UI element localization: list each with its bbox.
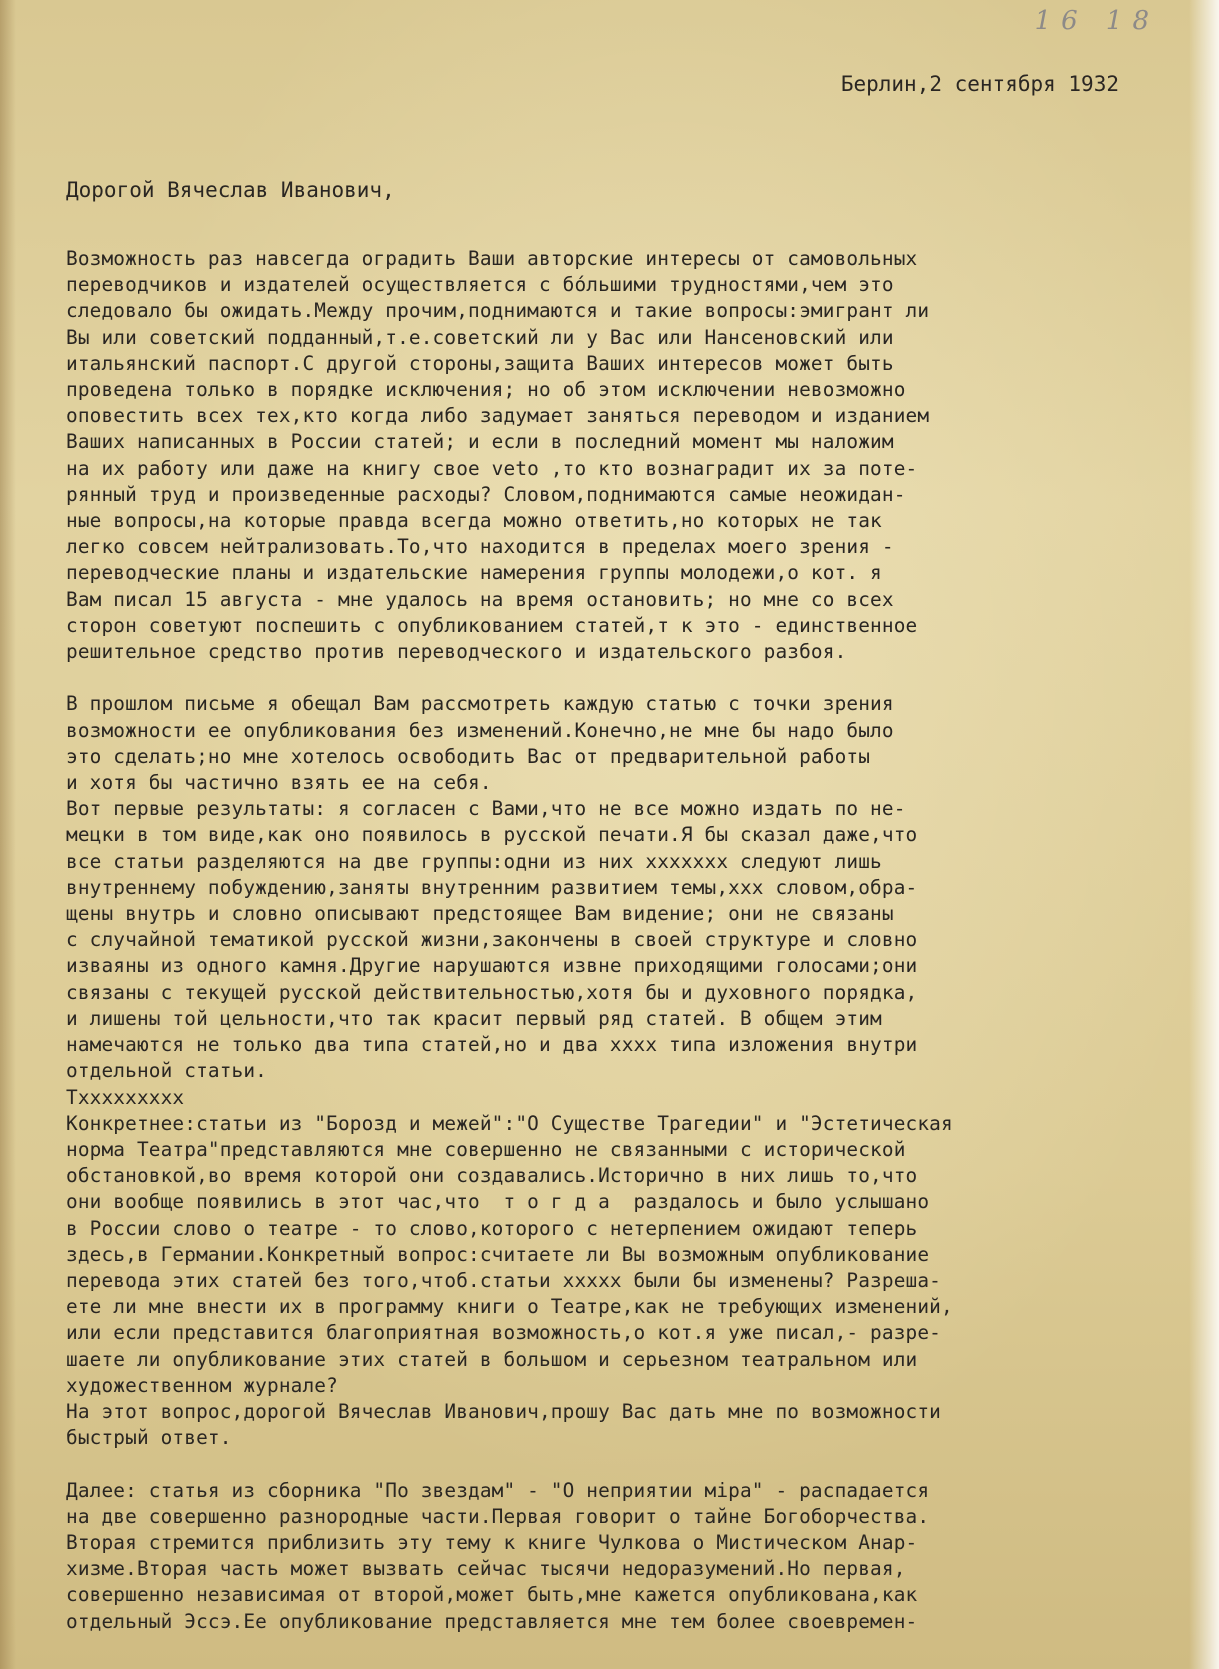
letter-body: Возможность раз навсегда оградить Ваши авторские интересы от самовольных переводчиков и издателей осуществляется с бо́льшими трудностями,чем это следовало бы ожидать.Между прочим,поднимаются и такие вопросы:эмигрант ли Вы или советский подданный,т.е.советский ли у Вас или Нансеновский или итальянский паспорт.С другой стороны,защита Ваших интересов может быть проведена только в порядке исключения; но об этом исключении невозможно оповестить всех тех,кто когда либо задумает заняться переводом и изданием Ваших написанных в России статей; и если в последний момент мы наложим на их работу или даже на книгу свое veto ,то кто вознаградит их за поте- рянный труд и произведенные расходы? Словом,поднимаются самые неожидан- ные вопросы,на которые правда всегда можно ответить,но которых не так легко совсем нейтрализовать.То,что находится в пределах моего зрения - переводческие планы и издательские намерения группы молодежи,о кот. я Вам писал 15 августа - мне удалось на время остановить; но мне со всех сторон советуют поспешить с опубликованием статей,т к это - единственное решительное средство против переводческого и издательского разбоя. В прошлом письме я обещал Вам рассмотреть каждую статью с точки зрения возможности ее опубликования без изменений.Конечно,не мне бы надо было это сделать;но мне хотелось освободить Вас от предварительной работы и хотя бы частично взять ее на себя. Вот первые результаты: я согласен с Вами,что не все можно издать по не- мецки в том виде,как оно появилось в русской печати.Я бы сказал даже,что все статьи разделяются на две группы:одни из них ххххххх следуют лишь внутреннему побуждению,заняты внутренним развитием темы,ххх словом,обра- щены внутрь и словно описывают предстоящее Вам видение; они не связаны с случайной тематикой русской жизни,закончены в своей структуре и словно изваяны из одного камня.Другие нарушаются извне приходящими голосами;они связаны с текущей русской действительностью,хотя бы и духовного порядка, и лишены той цельности,что так красит первый ряд статей. В общем этим намечаются не только два типа статей,но и два хххх типа изложения внутри отдельной статьи. Тххххххххх Конкретнее:статьи из "Борозд и межей":"О Существе Трагедии" и "Эстетическая норма Театра"представляются мне совершенно не связанными с исторической обстановкой,во время которой они создавались.Исторично в них лишь то,что они вообще появились в этот час,что т о г д а раздалось и было услышано в России слово о театре - то слово,которого с нетерпением ожидают теперь здесь,в Германии.Конкретный вопрос:считаете ли Вы возможным опубликование перевода этих статей без того,чтоб.статьи ххххх были бы изменены? Разреша- ете ли мне внести их в программу книги о Театре,как не требующих изменений, или если представится благоприятная возможность,о кот.я уже писал,- разре- шаете ли опубликование этих статей в большом и серьезном театральном или художественном журнале? На этот вопрос,дорогой Вячеслав Иванович,прошу Вас дать мне по возможности быстрый ответ. Далее: статья из сборника "По звездам" - "О неприятии мiра" - распадается на две совершенно разнородные части.Первая говорит о тайне Богоборчества. Вторая стремится приблизить эту тему к книге Чулкова о Мистическом Анар- хизме.Вторая часть может вызвать сейчас тысячи недоразумений.Но первая, совершенно независимая от второй,может быть,мне кажется опубликована,как отдельный Эссэ.Ее опубликование представляется мне тем более своевремен- xyxy=(66,247,953,1633)
archive-folio-numbers: 16 18 xyxy=(1034,6,1159,36)
paper-edge-highlight xyxy=(1189,0,1219,1669)
letter-dateline: Берлин,2 сентября 1932 xyxy=(840,72,1119,96)
letter-salutation: Дорогой Вячеслав Иванович, xyxy=(66,178,395,202)
paper-edge-shadow xyxy=(0,0,16,1669)
